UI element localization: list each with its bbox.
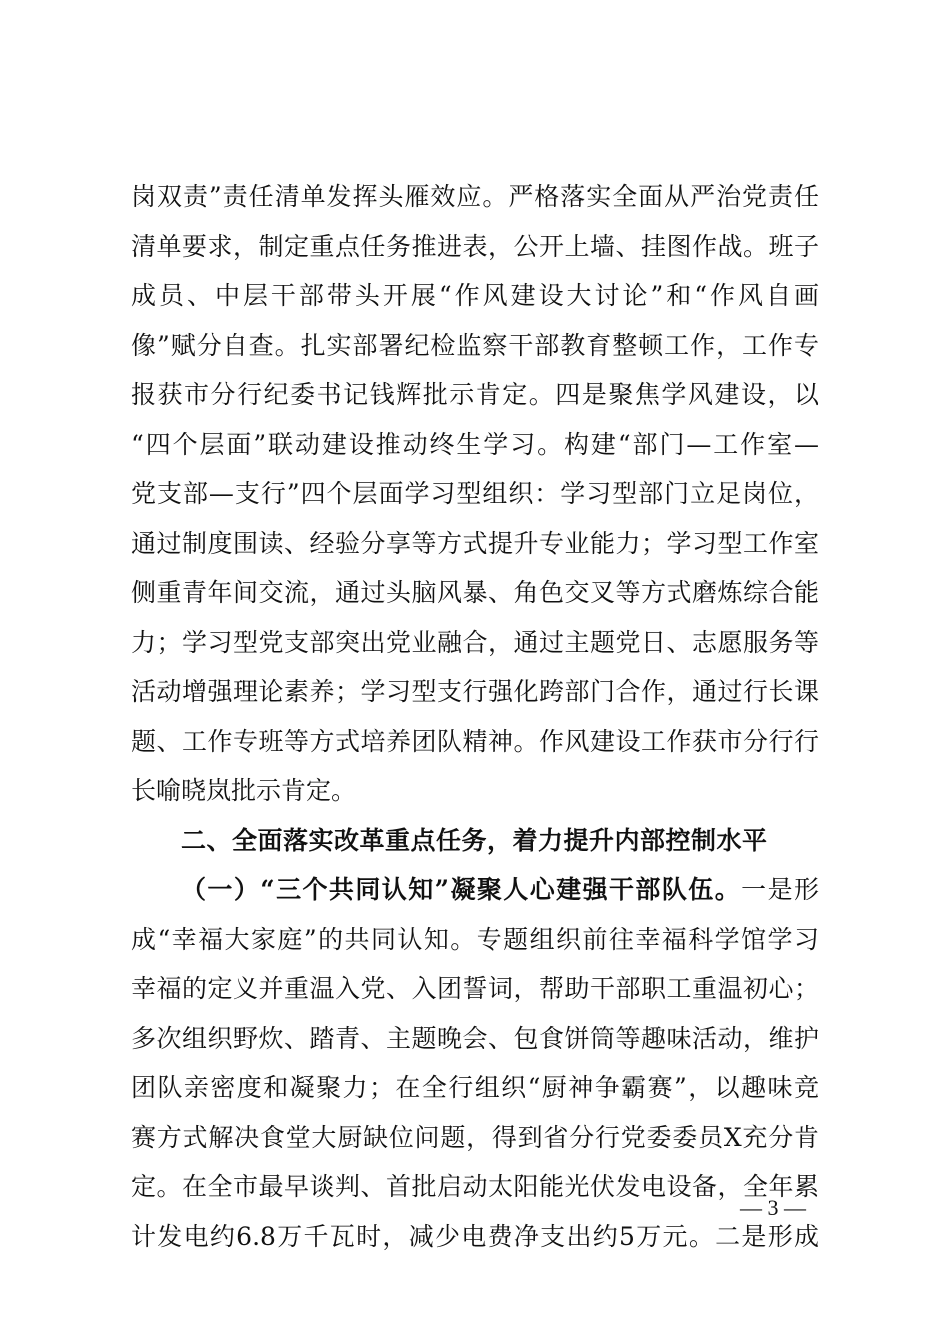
text-line: 像”赋分自查。扎实部署纪检监察干部教育整顿工作，工作专 — [131, 330, 819, 360]
text-line: 题、工作专班等方式培养团队精神。作风建设工作获市分行行 — [131, 726, 819, 756]
text-line: 成“幸福大家庭”的共同认知。专题组织前往幸福科学馆学习 — [131, 924, 819, 954]
text-line: 报获市分行纪委书记钱辉批示肯定。四是聚焦学风建设，以 — [131, 380, 819, 409]
paragraph-2 — [131, 865, 819, 1261]
text-line: 团队亲密度和凝聚力；在全行组织“厨神争霸赛”，以趣味竞 — [131, 1073, 819, 1102]
page-body — [131, 172, 819, 1261]
text-line: 赛方式解决食堂大厨缺位问题，得到省分行党委委员X充分肯 — [131, 1122, 819, 1152]
section-heading: 二、全面落实改革重点任务，着力提升内部控制水平 — [181, 825, 768, 855]
paragraph-1 — [131, 172, 819, 816]
text-line: 侧重青年间交流，通过头脑风暴、角色交叉等方式磨炼综合能 — [131, 578, 819, 607]
text-line: 计发电约6.8万千瓦时，减少电费净支出约5万元。二是形成 — [131, 1221, 819, 1251]
text-line: 多次组织野炊、踏青、主题晚会、包食饼筒等趣味活动，维护 — [131, 1023, 819, 1053]
text-line: 长喻晓岚批示肯定。 — [131, 776, 357, 805]
text-line: “四个层面”联动建设推动终生学习。构建“部门—工作室— — [131, 429, 819, 459]
text-line: 通过制度围读、经验分享等方式提升专业能力；学习型工作室 — [131, 528, 819, 558]
text-line-rest: 一是形 — [741, 875, 819, 904]
text-line: 党支部—支行”四个层面学习型组织：学习型部门立足岗位， — [131, 479, 819, 508]
text-line: 岗双责”责任清单发挥头雁效应。严格落实全面从严治党责任 — [131, 182, 819, 211]
text-line: 清单要求，制定重点任务推进表，公开上墙、挂图作战。班子 — [131, 231, 819, 261]
text-line: 活动增强理论素养；学习型支行强化跨部门合作，通过行长课 — [131, 677, 819, 706]
page-number: — 3 — — [740, 1195, 806, 1220]
text-line: 成员、中层干部带头开展“作风建设大讨论”和“作风自画 — [131, 281, 819, 310]
subheading: （一）“三个共同认知”凝聚人心建强干部队伍。 — [181, 875, 742, 904]
text-line: 力；学习型党支部突出党业融合，通过主题党日、志愿服务等 — [131, 627, 819, 657]
text-line: 幸福的定义并重温入党、入团誓词，帮助干部职工重温初心； — [131, 974, 819, 1003]
text-line-first — [131, 865, 819, 915]
text-line: 定。在全市最早谈判、首批启动太阳能光伏发电设备，全年累 — [131, 1172, 819, 1201]
